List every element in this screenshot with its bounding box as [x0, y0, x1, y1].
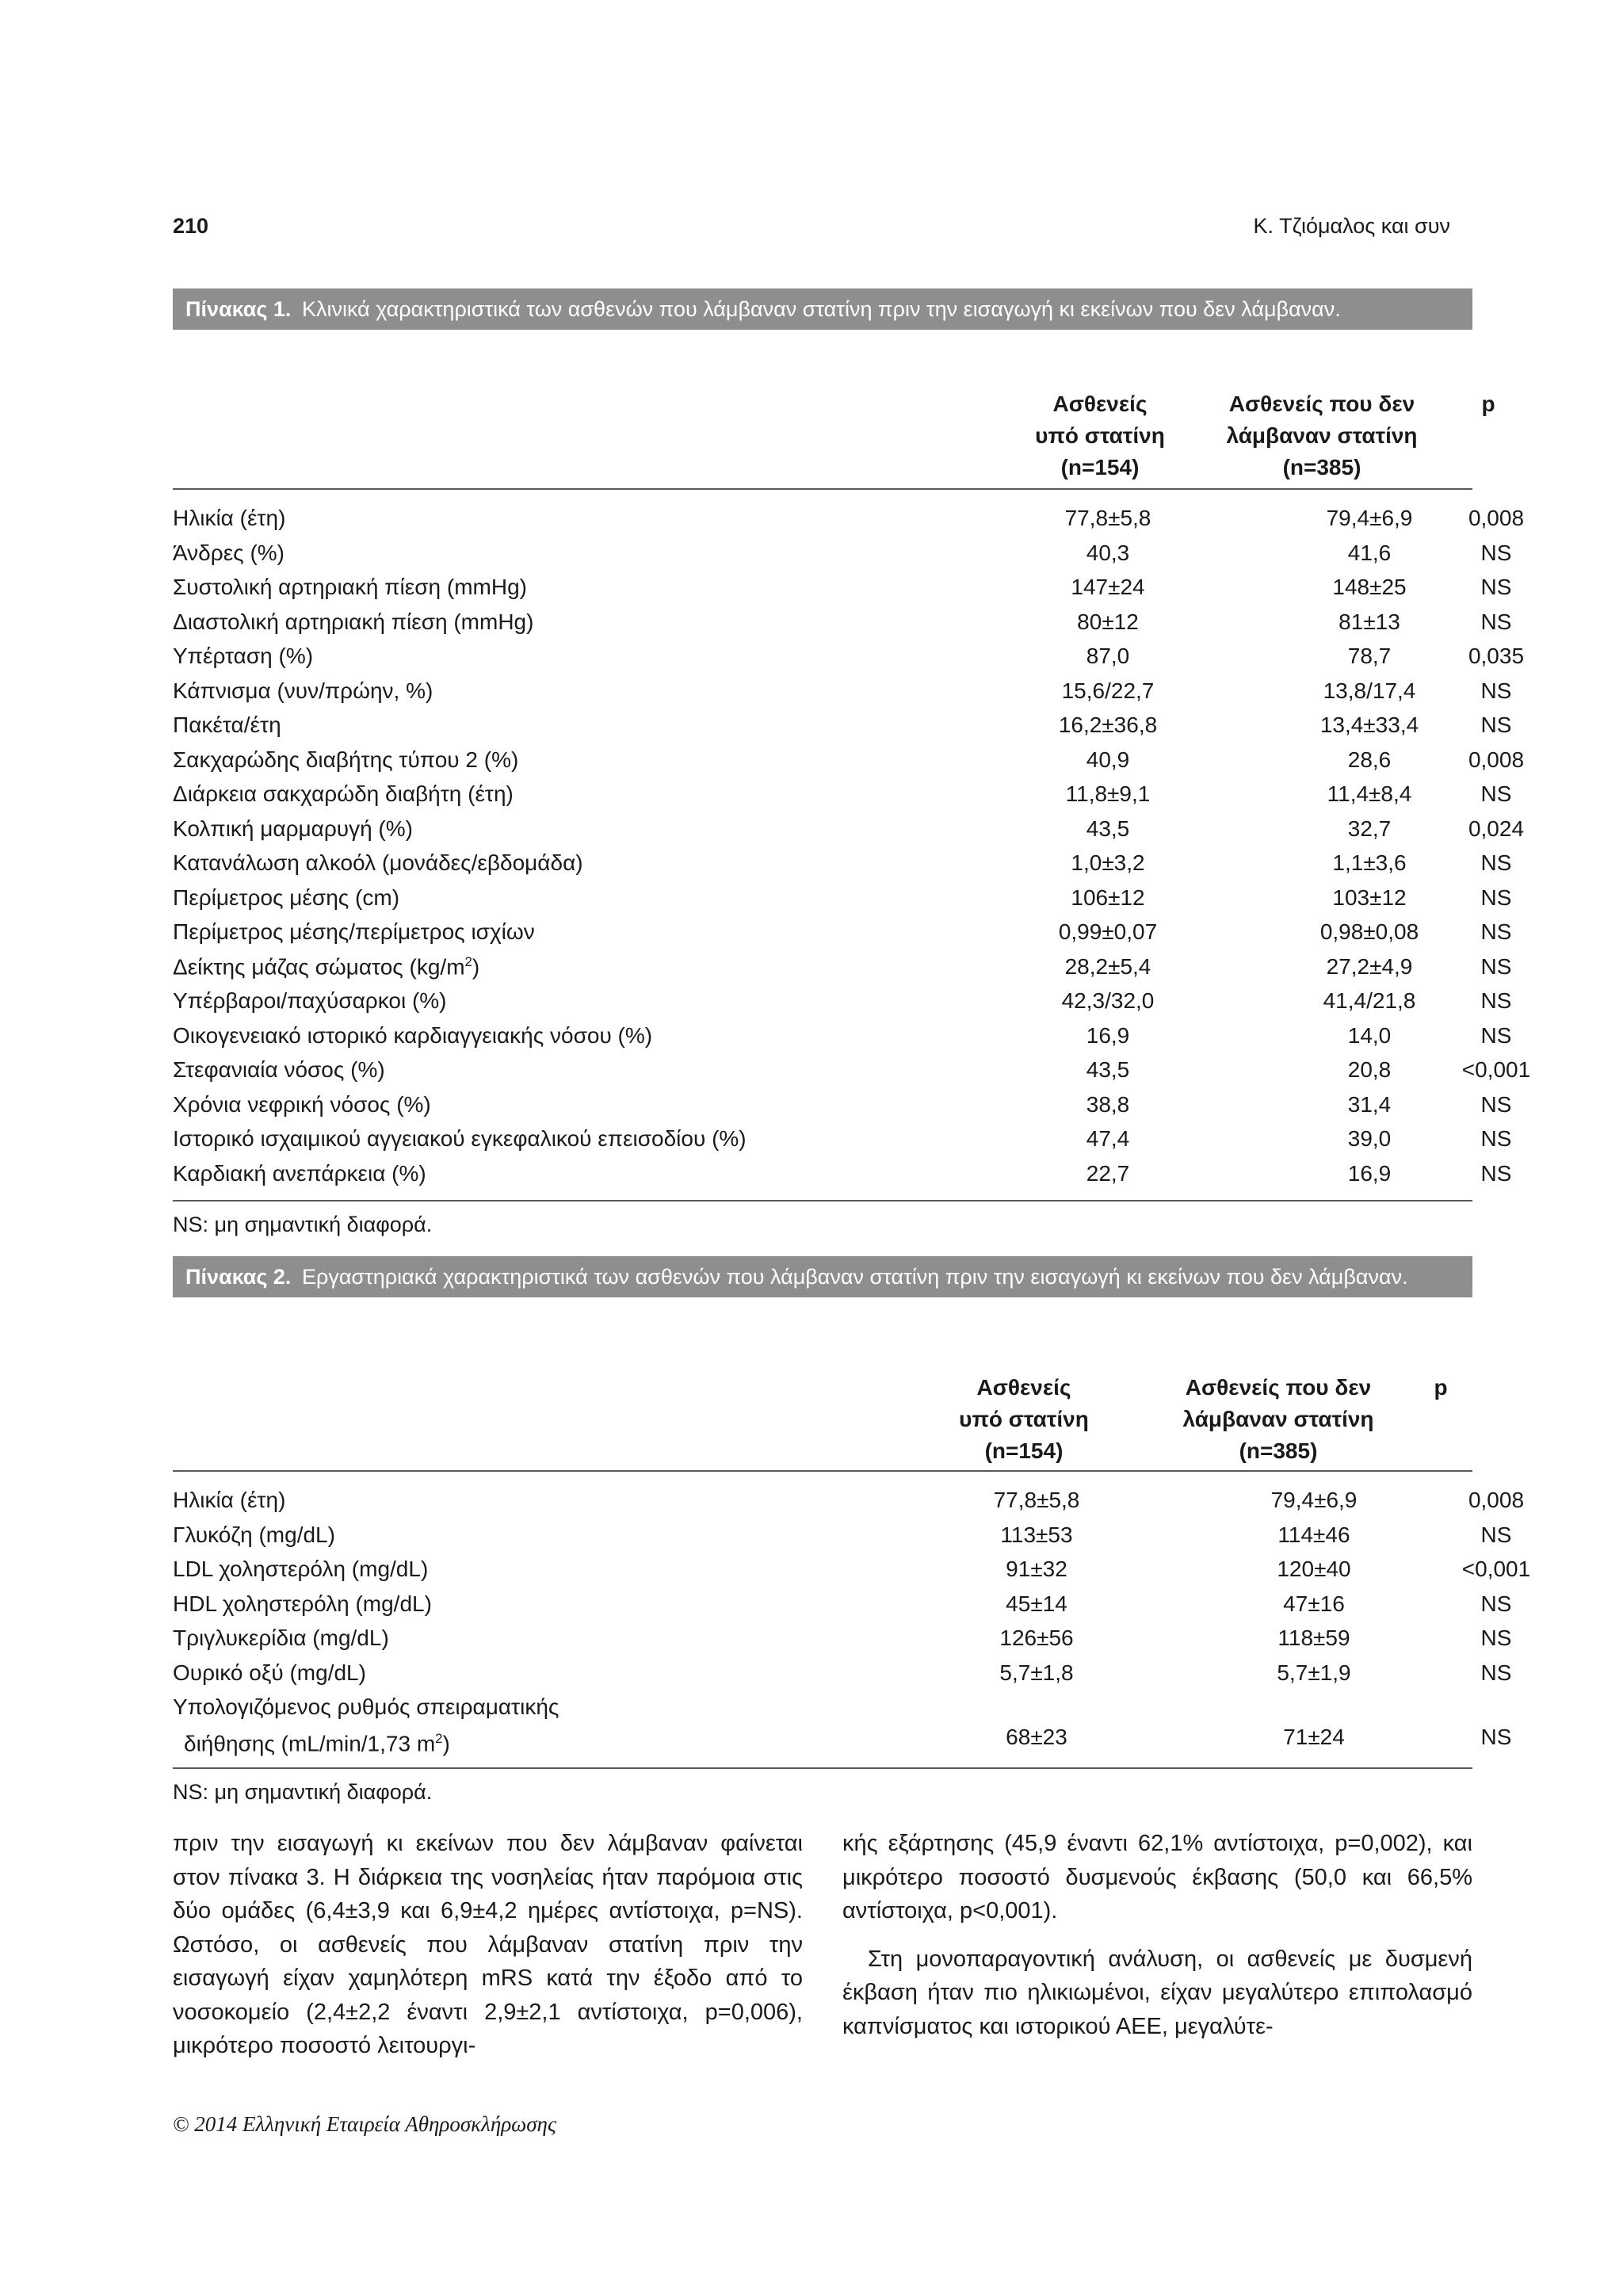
p-value: <0,001	[1461, 1557, 1531, 1581]
table-row	[173, 605, 1512, 640]
row-label-bmi: Δείκτης μάζας σώματος $(kg/m^2)$	[173, 953, 480, 979]
value-nostatin: 120±40	[1277, 1557, 1351, 1581]
value-nostatin: 39,0	[1347, 1126, 1392, 1151]
value-nostatin: 118±59	[1277, 1626, 1350, 1650]
table-row	[173, 1087, 1512, 1122]
value-statin: 15,6/22,7	[1061, 678, 1155, 703]
row-label: Άνδρες (%)	[173, 540, 285, 565]
table-row	[173, 812, 1525, 846]
p-value: NS	[1480, 1126, 1512, 1151]
value-statin: 11,8±9,1	[1065, 781, 1151, 806]
value-nostatin: 28,6	[1347, 747, 1392, 772]
table-1	[173, 288, 1531, 1237]
table-row	[173, 881, 1512, 915]
table-row	[173, 536, 1512, 571]
value-statin: 87,0	[1086, 644, 1130, 668]
value-nostatin: 5,7±1,9	[1277, 1660, 1351, 1685]
value-nostatin: 71±24	[1283, 1725, 1345, 1749]
value-statin: 77,8±5,8	[1064, 506, 1151, 530]
table-2-caption-label: Πίνακας 2.	[185, 1265, 292, 1289]
p-value: NS	[1480, 575, 1512, 599]
p-value: NS	[1480, 850, 1512, 875]
table-row	[173, 1052, 1531, 1087]
row-label: Κάπνισμα (νυν/πρώην, %)	[173, 678, 433, 703]
value-nostatin: 148±25	[1332, 575, 1407, 599]
value-nostatin: 79,4±6,9	[1326, 506, 1413, 530]
table-row	[173, 984, 1512, 1018]
p-value: NS	[1480, 1091, 1512, 1117]
value-statin: 40,9	[1086, 747, 1130, 772]
row-label: Γλυκόζη (mg/dL)	[173, 1522, 335, 1547]
value-statin: 40,3	[1086, 540, 1130, 565]
value-statin: 43,5	[1086, 1057, 1130, 1082]
row-label: Ηλικία (έτη)	[173, 1488, 286, 1512]
value-nostatin: 11,4±8,4	[1327, 781, 1412, 806]
running-title: Κ. Τζιόμαλος και συν	[1253, 214, 1450, 238]
row-label: Διάρκεια σακχαρώδη διαβήτη (έτη)	[173, 781, 514, 806]
table-1-col-p-header: p	[1481, 392, 1495, 416]
body-column-right	[842, 1827, 1472, 2057]
table-row	[173, 501, 1525, 536]
p-value: 0,035	[1468, 644, 1525, 668]
row-label: Οικογενειακό ιστορικό καρδιαγγειακής νόσου (%)	[173, 1022, 653, 1048]
row-label: Σακχαρώδης διαβήτης τύπου 2 (%)	[173, 747, 519, 772]
value-statin: 0,99±0,07	[1058, 919, 1158, 944]
copyright-footer: © 2014 Ελληνική Εταιρεία Αθηροσκλήρωσης	[173, 2112, 556, 2136]
body-paragraph: Στη μονοπαραγοντική ανάλυση, οι ασθενείς με δυσμενή έκβαση ήταν πιο ηλικιωμένοι, είχαν μεγαλύτερο επιπολασμό καπνίσματος και ιστορικού ΑΕΕ, μεγαλύτε-	[842, 1946, 1472, 2039]
value-nostatin: 13,8/17,4	[1323, 678, 1416, 703]
table-2-bottom-rule	[173, 1767, 1472, 1769]
p-value: NS	[1480, 1160, 1512, 1186]
value-statin: 77,8±5,8	[993, 1488, 1080, 1512]
p-value: NS	[1480, 1725, 1512, 1749]
table-row	[173, 1518, 1512, 1553]
p-value: 0,008	[1468, 506, 1525, 530]
table-row	[173, 1690, 1512, 1756]
table-2-caption-text: Εργαστηριακά χαρακτηριστικά των ασθενών που λάμβαναν στατίνη πριν την εισαγωγή κι εκείνων που δεν λάμβαναν.	[301, 1265, 1408, 1289]
value-statin: 43,5	[1086, 816, 1130, 841]
value-statin: 42,3/32,0	[1061, 988, 1155, 1013]
table-1-footnote: NS: μη σημαντική διαφορά.	[173, 1213, 433, 1236]
value-nostatin: 81±13	[1338, 609, 1400, 634]
value-statin: 126±56	[999, 1626, 1074, 1650]
table-1-bottom-rule	[173, 1200, 1472, 1201]
table-row	[173, 846, 1512, 881]
row-label: Κατανάλωση αλκοόλ (μονάδες/εβδομάδα)	[173, 850, 583, 875]
row-label: Υπέρβαροι/παχύσαρκοι (%)	[173, 988, 447, 1013]
body-column-left	[173, 1827, 803, 2077]
p-value: NS	[1480, 609, 1512, 634]
table-2-col-statin-header: Ασθενείς υπό στατίνη (n=154)	[959, 1375, 1089, 1463]
value-nostatin: 114±46	[1277, 1522, 1350, 1547]
table-row	[173, 949, 1512, 984]
p-value: NS	[1480, 781, 1512, 806]
p-value: 0,008	[1468, 747, 1525, 772]
table-row	[173, 708, 1512, 743]
p-value: NS	[1480, 712, 1512, 737]
table-2-footnote: NS: μη σημαντική διαφορά.	[173, 1780, 433, 1804]
value-statin: 47,4	[1086, 1126, 1130, 1151]
table-row	[173, 743, 1525, 777]
value-statin: 113±53	[1000, 1522, 1073, 1547]
value-statin: 16,9	[1086, 1022, 1130, 1048]
p-value: <0,001	[1461, 1057, 1531, 1082]
row-label: Ουρικό οξύ (mg/dL)	[173, 1660, 366, 1685]
value-nostatin: 47±16	[1283, 1591, 1345, 1616]
value-statin: 1,0±3,2	[1071, 850, 1145, 875]
table-1-col-nostatin-header: Ασθενείς που δεν λάμβαναν στατίνη (n=385)	[1226, 392, 1418, 479]
p-value: NS	[1480, 919, 1512, 944]
table-2-body	[173, 1472, 1531, 1767]
value-statin: 68±23	[1006, 1725, 1067, 1749]
table-row	[173, 570, 1512, 605]
p-value: NS	[1480, 678, 1512, 703]
value-statin: 16,2±36,8	[1058, 712, 1158, 737]
row-label: Ηλικία (έτη)	[173, 506, 286, 530]
table-1-caption-text: Κλινικά χαρακτηριστικά των ασθενών που λάμβαναν στατίνη πριν την εισαγωγή κι εκείνων που δεν λάμβαναν.	[301, 297, 1341, 321]
p-value: 0,024	[1468, 816, 1525, 841]
row-label: Χρόνια νεφρική νόσος (%)	[173, 1091, 431, 1117]
row-label: Περίμετρος μέσης/περίμετρος ισχίων	[173, 919, 535, 944]
p-value: NS	[1480, 953, 1512, 979]
p-value: NS	[1480, 540, 1512, 565]
row-label: Ιστορικό ισχαιμικού αγγειακού εγκεφαλικού επεισοδίου (%)	[173, 1126, 747, 1151]
table-2-col-p-header: p	[1434, 1375, 1448, 1400]
p-value: NS	[1480, 884, 1512, 910]
value-statin: 28,2±5,4	[1064, 953, 1151, 979]
table-row	[173, 915, 1512, 949]
row-label: Στεφανιαία νόσος (%)	[173, 1057, 385, 1082]
row-label: Υπέρταση (%)	[173, 644, 314, 668]
table-row	[173, 1552, 1531, 1587]
value-nostatin: 16,9	[1347, 1160, 1392, 1186]
table-1-header	[173, 330, 1495, 490]
row-label: Διαστολική αρτηριακή πίεση (mmHg)	[173, 609, 534, 634]
value-nostatin: 31,4	[1347, 1091, 1392, 1117]
value-statin: 22,7	[1086, 1160, 1130, 1186]
page-number: 210	[173, 214, 209, 238]
body-paragraph: πριν την εισαγωγή κι εκείνων που δεν λάμβαναν φαίνεται στον πίνακα 3. Η διάρκεια της νοσηλείας ήταν παρόμοια στις δύο ομάδες (6,4±3,9 και 6,9±4,2 ημέρες αντίστοιχα, p=NS). Ωστόσο, οι ασθενείς που λάμβαναν στατίνη πριν την εισαγωγή είχαν χαμηλότερη mRS κατά την έξοδο από το νοσοκομείο (2,4±2,2 έναντι 2,9±2,1 αντίστοιχα, p=0,006), μικρότερο ποσοστό λειτουργι-	[173, 1831, 803, 2058]
row-label: Καρδιακή ανεπάρκεια (%)	[173, 1160, 426, 1186]
table-row	[173, 674, 1512, 709]
value-statin: 147±24	[1071, 575, 1145, 599]
value-nostatin: 27,2±4,9	[1326, 953, 1413, 979]
row-label: Συστολική αρτηριακή πίεση (mmHg)	[173, 575, 527, 599]
table-row	[173, 1587, 1512, 1622]
p-value: NS	[1480, 1022, 1512, 1048]
p-value: NS	[1480, 1660, 1512, 1685]
row-label-egfr: Υπολογιζόμενος ρυθμός σπειραματικής διήθησης (mL/min/1,73 $m^2$)	[173, 1694, 559, 1756]
value-nostatin: 103±12	[1332, 884, 1407, 910]
row-label: LDL χοληστερόλη (mg/dL)	[173, 1557, 429, 1581]
table-1-caption	[173, 288, 1472, 330]
table-row	[173, 1621, 1512, 1656]
value-nostatin: 41,4/21,8	[1323, 988, 1416, 1013]
table-2-col-nostatin-header: Ασθενείς που δεν λάμβαναν στατίνη (n=385)	[1182, 1375, 1374, 1463]
value-statin: 91±32	[1006, 1557, 1067, 1581]
table-1-caption-label: Πίνακας 1.	[185, 297, 292, 321]
value-statin: 106±12	[1071, 884, 1145, 910]
value-statin: 38,8	[1086, 1091, 1130, 1117]
table-row	[173, 639, 1525, 674]
table-1-body	[173, 490, 1531, 1200]
p-value: 0,008	[1468, 1488, 1525, 1512]
value-nostatin: 1,1±3,6	[1332, 850, 1407, 875]
value-nostatin: 32,7	[1347, 816, 1392, 841]
p-value: NS	[1480, 988, 1512, 1013]
value-nostatin: 13,4±33,4	[1319, 712, 1419, 737]
value-nostatin: 41,6	[1347, 540, 1392, 565]
p-value: NS	[1480, 1626, 1512, 1650]
value-nostatin: 0,98±0,08	[1319, 919, 1419, 944]
table-2	[173, 1256, 1531, 1805]
table-row	[173, 1018, 1512, 1053]
value-statin: 5,7±1,8	[999, 1660, 1074, 1685]
table-2-header	[173, 1297, 1472, 1472]
row-label: Πακέτα/έτη	[173, 712, 281, 737]
p-value: NS	[1480, 1522, 1512, 1547]
table-row	[173, 1156, 1512, 1191]
value-nostatin: 14,0	[1347, 1022, 1392, 1048]
value-nostatin: 79,4±6,9	[1270, 1488, 1358, 1512]
table-1-col-statin-header: Ασθενείς υπό στατίνη (n=154)	[1035, 392, 1165, 479]
row-label: Κολπική μαρμαρυγή (%)	[173, 816, 413, 841]
value-statin: 80±12	[1077, 609, 1139, 634]
body-paragraph: κής εξάρτησης (45,9 έναντι 62,1% αντίστοιχα, p=0,002), και μικρότερο ποσοστό δυσμενούς έκβασης (50,0 και 66,5% αντίστοιχα, p<0,001).	[842, 1831, 1472, 1924]
p-value: NS	[1480, 1591, 1512, 1616]
value-nostatin: 78,7	[1347, 644, 1392, 668]
row-label: Περίμετρος μέσης (cm)	[173, 884, 400, 910]
value-nostatin: 20,8	[1347, 1057, 1392, 1082]
row-label: HDL χοληστερόλη (mg/dL)	[173, 1591, 432, 1616]
row-label: Τριγλυκερίδια (mg/dL)	[173, 1626, 389, 1650]
table-2-caption	[173, 1256, 1472, 1297]
table-row	[173, 1121, 1512, 1156]
table-row	[173, 1656, 1512, 1690]
value-statin: 45±14	[1006, 1591, 1067, 1616]
page-header	[173, 214, 1450, 246]
table-row	[173, 1483, 1525, 1518]
table-row	[173, 777, 1512, 812]
